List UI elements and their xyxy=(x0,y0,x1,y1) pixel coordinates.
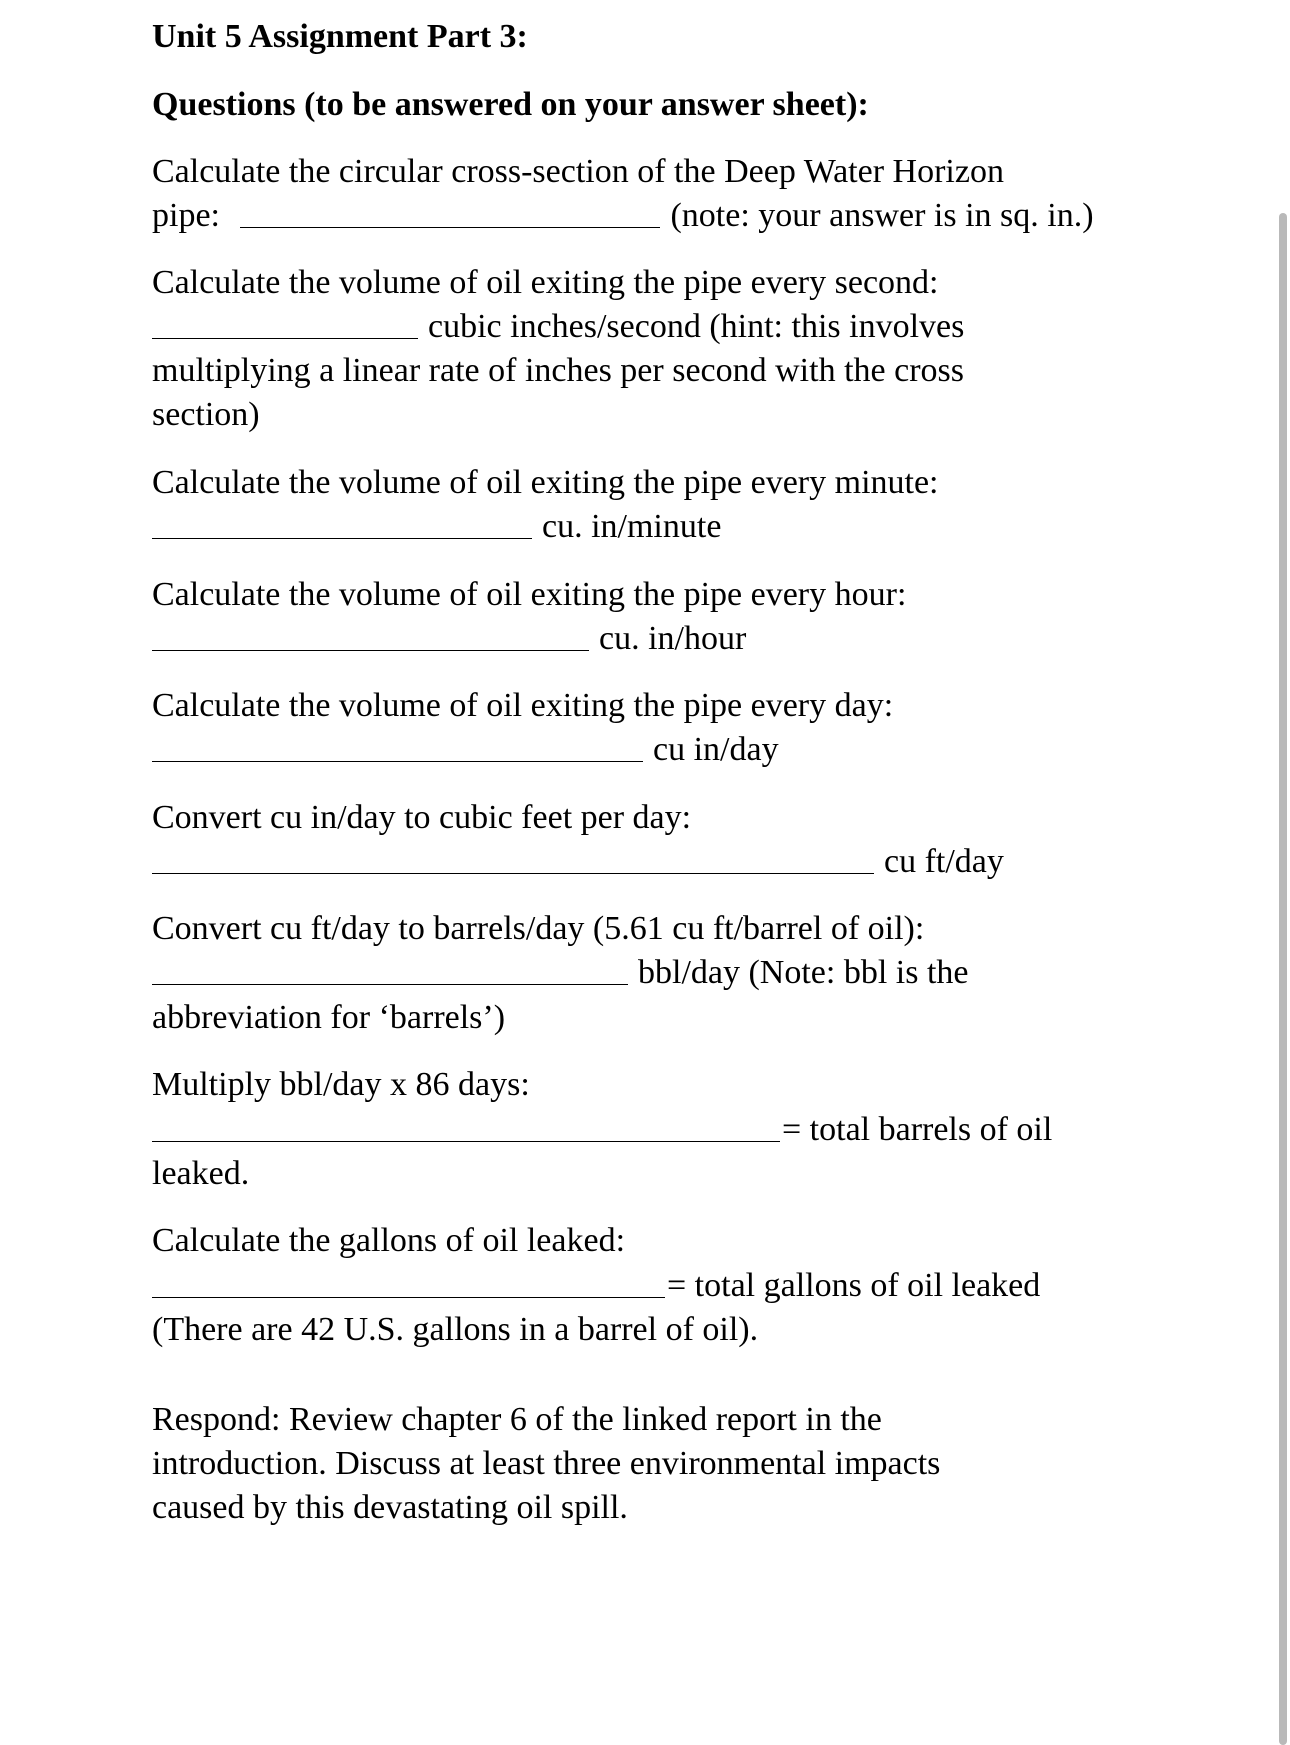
q1-prefix: pipe: xyxy=(152,197,220,234)
q1-prompt: Calculate the circular cross-section of the Deep Water Horizon xyxy=(152,153,1004,190)
q9-answer-line xyxy=(152,1266,1040,1306)
q6-answer-line xyxy=(152,842,1004,882)
q8-prompt: Multiply bbl/day x 86 days: xyxy=(152,1066,530,1103)
q8-answer-line xyxy=(152,1110,1052,1150)
q4-answer-blank[interactable] xyxy=(152,649,589,651)
q8-continuation: leaked. xyxy=(152,1155,250,1192)
q9-suffix: = total gallons of oil leaked xyxy=(667,1267,1041,1304)
q3-suffix: cu. in/minute xyxy=(542,508,722,545)
q2-answer-line xyxy=(152,307,964,347)
q7-answer-blank[interactable] xyxy=(152,983,628,985)
q3-answer-line xyxy=(152,507,721,547)
q6-prompt: Convert cu in/day to cubic feet per day: xyxy=(152,799,692,836)
q9-answer-blank[interactable] xyxy=(152,1296,665,1298)
vertical-scrollbar[interactable] xyxy=(1279,213,1287,1745)
q3-prompt: Calculate the volume of oil exiting the pipe every minute: xyxy=(152,464,939,501)
q1-answer-line xyxy=(152,196,1094,236)
q4-suffix: cu. in/hour xyxy=(599,620,747,657)
q8-suffix: = total barrels of oil xyxy=(782,1111,1053,1148)
q5-answer-blank[interactable] xyxy=(152,760,643,762)
q2-hint-line3: multiplying a linear rate of inches per second with the cross xyxy=(152,352,964,389)
q5-suffix: cu in/day xyxy=(653,731,779,768)
q7-prompt: Convert cu ft/day to barrels/day (5.61 cu ft/barrel of oil): xyxy=(152,910,925,947)
q2-prompt: Calculate the volume of oil exiting the pipe every second: xyxy=(152,264,939,301)
q1-answer-blank[interactable] xyxy=(240,226,660,228)
q7-note-line3: abbreviation for ‘barrels’) xyxy=(152,999,506,1036)
q1-suffix: (note: your answer is in sq. in.) xyxy=(670,197,1094,234)
q4-answer-line xyxy=(152,619,746,659)
q9-note-line3: (There are 42 U.S. gallons in a barrel of oil). xyxy=(152,1311,759,1348)
q5-prompt: Calculate the volume of oil exiting the pipe every day: xyxy=(152,687,894,724)
q7-answer-line xyxy=(152,953,969,993)
q9-prompt: Calculate the gallons of oil leaked: xyxy=(152,1222,626,1259)
q2-answer-blank[interactable] xyxy=(152,337,418,339)
q4-prompt: Calculate the volume of oil exiting the pipe every hour: xyxy=(152,576,907,613)
respond-line2: introduction. Discuss at least three environmental impacts xyxy=(152,1445,941,1482)
q2-suffix: cubic inches/second (hint: this involves xyxy=(428,308,965,345)
q6-suffix: cu ft/day xyxy=(884,843,1004,880)
q2-hint-line4: section) xyxy=(152,396,260,433)
questions-subheading: Questions (to be answered on your answer sheet): xyxy=(152,86,869,123)
q6-answer-blank[interactable] xyxy=(152,872,874,874)
q7-suffix: bbl/day (Note: bbl is the xyxy=(638,954,969,991)
respond-line3: caused by this devastating oil spill. xyxy=(152,1489,628,1526)
respond-line1: Respond: Review chapter 6 of the linked report in the xyxy=(152,1401,882,1438)
q3-answer-blank[interactable] xyxy=(152,537,532,539)
assignment-heading: Unit 5 Assignment Part 3: xyxy=(152,18,528,55)
q8-answer-blank[interactable] xyxy=(152,1140,780,1142)
q5-answer-line xyxy=(152,730,779,770)
